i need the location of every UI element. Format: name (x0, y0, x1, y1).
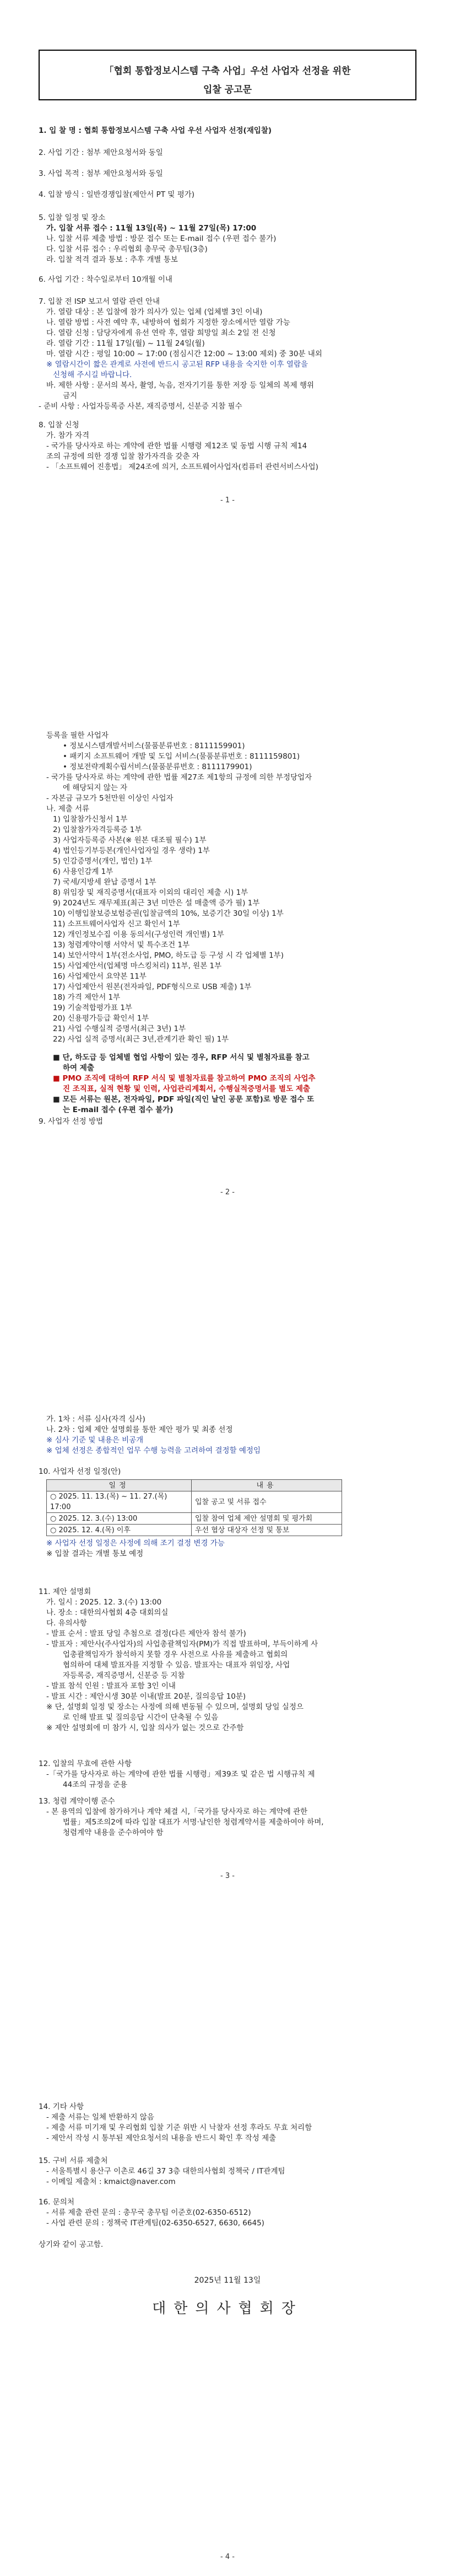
bid-method: 4. 입찰 방식 : 일반경쟁입찰(제안서 PT 및 평가) (39, 190, 195, 199)
section-7 (39, 297, 419, 412)
s11-item: 가. 일시 : 2025. 12. 3.(수) 13:00 (46, 1598, 162, 1607)
document-line: 15) 사업제안서(업체명 마스킹처리) 11부, 원본 1부 (53, 962, 222, 970)
section-9 (39, 1117, 419, 1127)
s11-item: 로 인해 발표 및 질의응답 시간이 단축될 수 있음 (63, 1713, 219, 1722)
document-line: 12) 개인정보수집 이용 동의서(구성인력 개인별) 1부 (53, 930, 224, 939)
submission-note: 진 조직표, 실적 현황 및 인력, 사업관리계획서, 수행실적증명서를 별도 제출 (63, 1085, 310, 1093)
s13-item: 청렴계약 내용을 준수하여야 함 (63, 1828, 164, 1837)
s15-item: - 이메일 제출처 : kmaict@naver.com (46, 2177, 176, 2186)
schedule-header-date: 일정 (47, 1480, 192, 1491)
section-1 (39, 126, 419, 136)
selection-step: ※ 업체 선정은 종합적인 업무 수행 능력을 고려하여 결정할 예정임 (46, 1446, 261, 1455)
s7-item: 바. 제한 사항 : 문서의 복사, 촬영, 녹음, 전자기기를 통한 저장 등 일체의 복제 행위 (46, 381, 315, 390)
s14-item: - 제출 서류는 일체 반환하지 않음 (46, 2113, 154, 2122)
s11-item: - 발표 시간 : 제안시생 30분 이내(발표 20분, 질의응답 10분) (46, 1692, 246, 1701)
s11-item: 나. 장소 : 대한의사협회 4층 대회의실 (46, 1608, 169, 1617)
organization-signature: 대한의사협회장 (152, 2300, 303, 2317)
s8-sub: 가. 참가 자격 (46, 431, 90, 440)
s11-item: 자등록증, 재직증명서, 신분증 등 지참 (63, 1671, 185, 1680)
section-14 (39, 2102, 419, 2144)
section-12-head: 12. 입찰의 무효에 관한 사항 (39, 1759, 132, 1768)
page-2-body (39, 731, 419, 1045)
document-line: 14) 보안서약서 1부(전소사업, PMO, 하도급 등 구성 시 각 업체별 1부) (53, 951, 284, 960)
s7-item: 가. 열람 대상 : 본 입찰에 참가 의사가 있는 업체 (업체별 3인 이내) (46, 308, 263, 316)
document-line: 17) 사업제안서 원본(전자파일, PDF형식으로 USB 제출) 1부 (53, 983, 252, 991)
submission-note: 는 E-mail 접수 (우편 접수 불가) (63, 1105, 174, 1114)
document-line: 20) 신용평가등급 확인서 1부 (53, 1014, 149, 1023)
section-8-head: 8. 입찰 신청 (39, 421, 79, 430)
schedule-date: ○ 2025. 12. 4.(목) 이후 (47, 1525, 192, 1536)
document-line: • 정보전략계획수립서비스(물품분류번호 : 8111179901) (63, 763, 252, 771)
closing-text: 상기와 같이 공고함. (39, 2240, 104, 2249)
section-10-head: 10. 사업자 선정 일정(안) (39, 1467, 121, 1476)
section-13 (39, 1796, 419, 1838)
s5-item: 가. 입찰 서류 접수 : 11월 13일(목) ~ 11월 27일(목) 17:00 (46, 224, 257, 233)
submission-note: 하여 제출 (63, 1064, 94, 1072)
s14-item: - 제출 서류 미기재 및 우리협회 입찰 기준 위반 시 낙찰자 선정 후라도 무효 처리함 (46, 2123, 312, 2132)
s8-item: 조의 규정에 의한 경쟁 입찰 참가자격을 갖춘 자 (46, 452, 199, 461)
document-line: 10) 이행입찰보증보험증권(입찰금액의 10%, 보증기간 30일 이상) 1부 (53, 909, 284, 918)
schedule-note: ※ 입찰 결과는 개별 통보 예정 (46, 1549, 144, 1558)
s14-item: - 제안서 작성 시 통부된 제안요청서의 내용을 반드시 확인 후 작성 제출 (46, 2134, 277, 2143)
document-line: - 자본금 규모가 5천만원 이상인 사업자 (46, 794, 174, 803)
schedule-header-content: 내용 (192, 1480, 342, 1491)
s11-item: - 발표 참석 인원 : 발표자 포함 3인 이내 (46, 1682, 176, 1690)
document-line: 9) 2024년도 재무제표(최근 3년 미만은 설 매출액 증가 필) 1부 (53, 899, 260, 908)
schedule-note: ※ 사업자 선정 일정은 사정에 의해 조기 결정 변경 가능 (46, 1539, 225, 1548)
section-5-head: 5. 입찰 일정 및 장소 (39, 213, 106, 222)
s5-item: 라. 입찰 적격 결과 통보 : 추후 개별 통보 (46, 255, 178, 264)
page-number: - 4 - (220, 2553, 235, 2561)
table-row (47, 1513, 342, 1525)
schedule-date: ○ 2025. 12. 3.(수) 13:00 (47, 1513, 192, 1525)
s7-item: ※ 열람시간이 짧은 관계로 사전에 반드시 공고된 RFP 내용을 숙지한 이후 열람을 (46, 360, 308, 369)
s7-item: 라. 열람 기간 : 11월 17일(월) ~ 11월 24일(월) (46, 339, 205, 348)
selection-step: ※ 심사 기준 및 내용은 비공개 (46, 1436, 144, 1445)
document-line: 5) 인감증명서(개인, 법인) 1부 (53, 857, 153, 866)
document-line: - 국가를 당사자로 하는 계약에 관한 법률 제27조 제1항의 규정에 의한 부정당업자 (46, 773, 312, 782)
submission-note: ■ 모든 서류는 원본, 전자파일, PDF 파일(직인 날인 공문 포함)로 방문 접수 또 (53, 1095, 315, 1104)
announcement-date: 2025년 11월 13일 (194, 2276, 261, 2285)
document-line: 7) 국세/지방세 완납 증명서 1부 (53, 878, 156, 887)
section-8 (39, 420, 419, 473)
table-row (47, 1525, 342, 1536)
document-line: 16) 사업제안서 요약본 11부 (53, 972, 147, 981)
announcement-title-box (39, 50, 416, 100)
s16-item: - 사업 관련 문의 : 정책국 IT관계팀(02-6350-6527, 6630, 6645) (46, 2219, 264, 2228)
s8-item: - 국가를 당사자로 하는 계약에 관한 법률 시행령 제12조 및 동법 시행 규칙 제14 (46, 442, 307, 450)
schedule-content: 우선 협상 대상자 선정 및 통보 (192, 1525, 342, 1536)
document-line: 19) 기술적합평가표 1부 (53, 1003, 132, 1012)
document-line: 3) 사업자등록증 사본(※ 원본 대조필 필수) 1부 (53, 836, 207, 845)
schedule-date: ○ 2025. 11. 13.(목) ~ 11. 27.(목) 17:00 (47, 1491, 192, 1513)
document-line: 에 해당되지 않는 자 (63, 783, 128, 792)
s5-item: 다. 입찰 서류 접수 : 우리협회 총무국 총무팀(3층) (46, 245, 208, 254)
s11-item: ※ 제안 설명회에 미 참가 시, 입찰 의사가 없는 것으로 간주함 (46, 1724, 244, 1732)
document-line: 1) 입찰참가신청서 1부 (53, 815, 128, 824)
document-line: 22) 사업 실적 증명서(최근 3년,관계기관 확인 필) 1부 (53, 1035, 229, 1044)
document-line: • 정보시스템개발서비스(물품분류번호 : 8111159901) (63, 742, 245, 750)
section-4 (39, 190, 419, 200)
selection-step: 가. 1차 : 서류 심사(자격 심사) (46, 1415, 145, 1424)
schedule-table (46, 1479, 342, 1536)
s16-item: - 서류 제출 관련 문의 : 총무국 총무팀 이준호(02-6350-6512) (46, 2208, 251, 2217)
page-3-top (39, 1414, 419, 1456)
s11-item: 다. 유의사항 (46, 1619, 87, 1628)
s11-item: 협의하여 대체 발표자를 지정할 수 있음. 발표자는 대표자 위임장, 사업 (63, 1661, 290, 1670)
document-line: 나. 제출 서류 (46, 804, 90, 813)
s7-item: 신청해 주시길 바랍니다. (53, 371, 132, 379)
title-line-1: 「협회 통합정보시스템 구축 사업」우선 사업자 선정을 위한 (104, 66, 351, 77)
section-10 (39, 1467, 419, 1559)
section-5 (39, 213, 419, 265)
section-7-head: 7. 입찰 전 ISP 보고서 열람 관련 안내 (39, 297, 160, 306)
s11-item: 업총괄책임자가 참석하지 못할 경우 사전으로 사유를 제출하고 협회의 (63, 1650, 288, 1659)
section-13-head: 13. 청렴 계약이행 준수 (39, 1797, 115, 1806)
submission-note: ■ 단, 하도급 등 업체별 협업 사항이 있는 경우, RFP 서식 및 별첨자료를 참고 (53, 1053, 310, 1062)
s7-item: 다. 열람 신청 : 담당자에게 유선 연락 후, 열람 희망일 최소 2일 전 신청 (46, 329, 276, 337)
s13-item: 법률」제5조의2에 따라 입찰 대표가 서명·날인한 청렴계약서를 제출하여야 하며, (63, 1818, 324, 1827)
page-2-notes (39, 1053, 419, 1115)
s13-item: - 본 용역의 입찰에 참가하거나 계약 체결 시,「국가를 당사자로 하는 계약에 관한 (46, 1807, 308, 1816)
section-6 (39, 275, 419, 285)
document-line: 11) 소프트웨어사업자 신고 확인서 1부 (53, 920, 180, 929)
s12-item: -「국가를 당사자로 하는 계약에 관한 법률 시행령」제39조 및 같은 법 시행규칙 제 (46, 1770, 315, 1779)
document-line: 18) 가격 제안서 1부 (53, 993, 121, 1002)
submission-note: ■ PMO 조직에 대하여 RFP 서식 및 별첨자료를 참고하여 PMO 조직의 사업추 (53, 1074, 316, 1083)
document-line: 2) 입찰참가자격등록증 1부 (53, 825, 142, 834)
section-16-head: 16. 문의처 (39, 2198, 74, 2207)
s12-item: 44조의 규정을 준용 (63, 1780, 128, 1789)
section-15-head: 15. 구비 서류 제출처 (39, 2156, 108, 2165)
section-12 (39, 1759, 419, 1790)
section-11-head: 11. 제안 설명회 (39, 1587, 91, 1596)
section-11 (39, 1587, 419, 1734)
s8-item: - 「소프트웨어 진흥법」 제24조에 의거, 소프트웨어사업자(컴퓨터 관련서비스사업) (46, 463, 318, 471)
s5-item: 나. 입찰 서류 제출 방법 : 방문 접수 또는 E-mail 접수 (우편 접수 불가) (46, 234, 277, 243)
document-line: 6) 사용인감계 1부 (53, 867, 113, 876)
project-period: 2. 사업 기간 : 첨부 제안요청서와 동일 (39, 148, 163, 157)
page-number: - 1 - (220, 496, 235, 505)
document-line: 21) 사업 수행실적 증명서(최근 3년) 1부 (53, 1024, 186, 1033)
s7-item: 나. 열람 방법 : 사전 예약 후, 내방하여 협회가 지정한 장소에서만 열람 가능 (46, 318, 290, 327)
section-16 (39, 2197, 419, 2229)
section-14-head: 14. 기타 사항 (39, 2102, 84, 2111)
document-line: 13) 청렴계약이행 서약서 및 특수조건 1부 (53, 941, 190, 949)
s7-item: 금지 (63, 391, 78, 400)
s15-item: - 서울특별시 용산구 이촌로 46길 37 3층 대한의사협회 정책국 / IT관계팀 (46, 2167, 285, 2176)
section-2 (39, 148, 419, 158)
section-3 (39, 169, 419, 179)
document-line: 8) 위임장 및 재직증명서(대표자 이외의 대리인 제출 시) 1부 (53, 888, 248, 897)
document-line: 4) 법인등기부등본(개인사업자일 경우 생략) 1부 (53, 846, 210, 855)
s7-item: 마. 열람 시간 : 평일 10:00 ~ 17:00 (점심시간 12:00 ~ 13:00 제외) 중 30분 내외 (46, 350, 322, 358)
page-number: - 2 - (220, 1188, 235, 1196)
table-row (47, 1491, 342, 1513)
bid-name: 1. 입 찰 명 : 협회 통합정보시스템 구축 사업 우선 사업자 선정(재입찰) (39, 126, 272, 135)
document-line: 등록을 필한 사업자 (46, 731, 109, 740)
selection-step: 나. 2차 : 업체 제안 설명회를 통한 제안 평가 및 최종 선정 (46, 1425, 233, 1434)
s11-item: - 발표자 : 제안사(주사업자)의 사업총괄책임자(PM)가 직접 발표하며, 부득이하게 사 (46, 1640, 318, 1649)
closing-section (39, 2240, 419, 2250)
section-15 (39, 2156, 419, 2187)
title-line-2: 입찰 공고문 (203, 84, 252, 95)
s11-item: ※ 단, 설명회 일정 및 장소는 사정에 의해 변동될 수 있으며, 설명회 당일 실정으 (46, 1703, 304, 1711)
page-number: - 3 - (220, 1872, 235, 1880)
document-line: • 패키지 소프트웨어 개발 및 도입 서비스(물품분류번호 : 8111159801) (63, 752, 300, 761)
s7-note: - 준비 사항 : 사업자등록증 사본, 재직증명서, 신분증 지참 필수 (39, 402, 242, 411)
section-9-head: 9. 사업자 선정 방법 (39, 1117, 104, 1126)
project-purpose: 3. 사업 목적 : 첨부 제안요청서와 동일 (39, 169, 163, 178)
section-6-text: 6. 사업 기간 : 착수일로부터 10개월 이내 (39, 275, 172, 284)
schedule-content: 입찰 참여 업체 제안 설명회 및 평가회 (192, 1513, 342, 1525)
s11-item: - 발표 순서 : 발표 당일 추첨으로 결정(다른 제안자 참석 불가) (46, 1629, 246, 1638)
schedule-content: 입찰 공고 및 서류 접수 (192, 1491, 342, 1513)
